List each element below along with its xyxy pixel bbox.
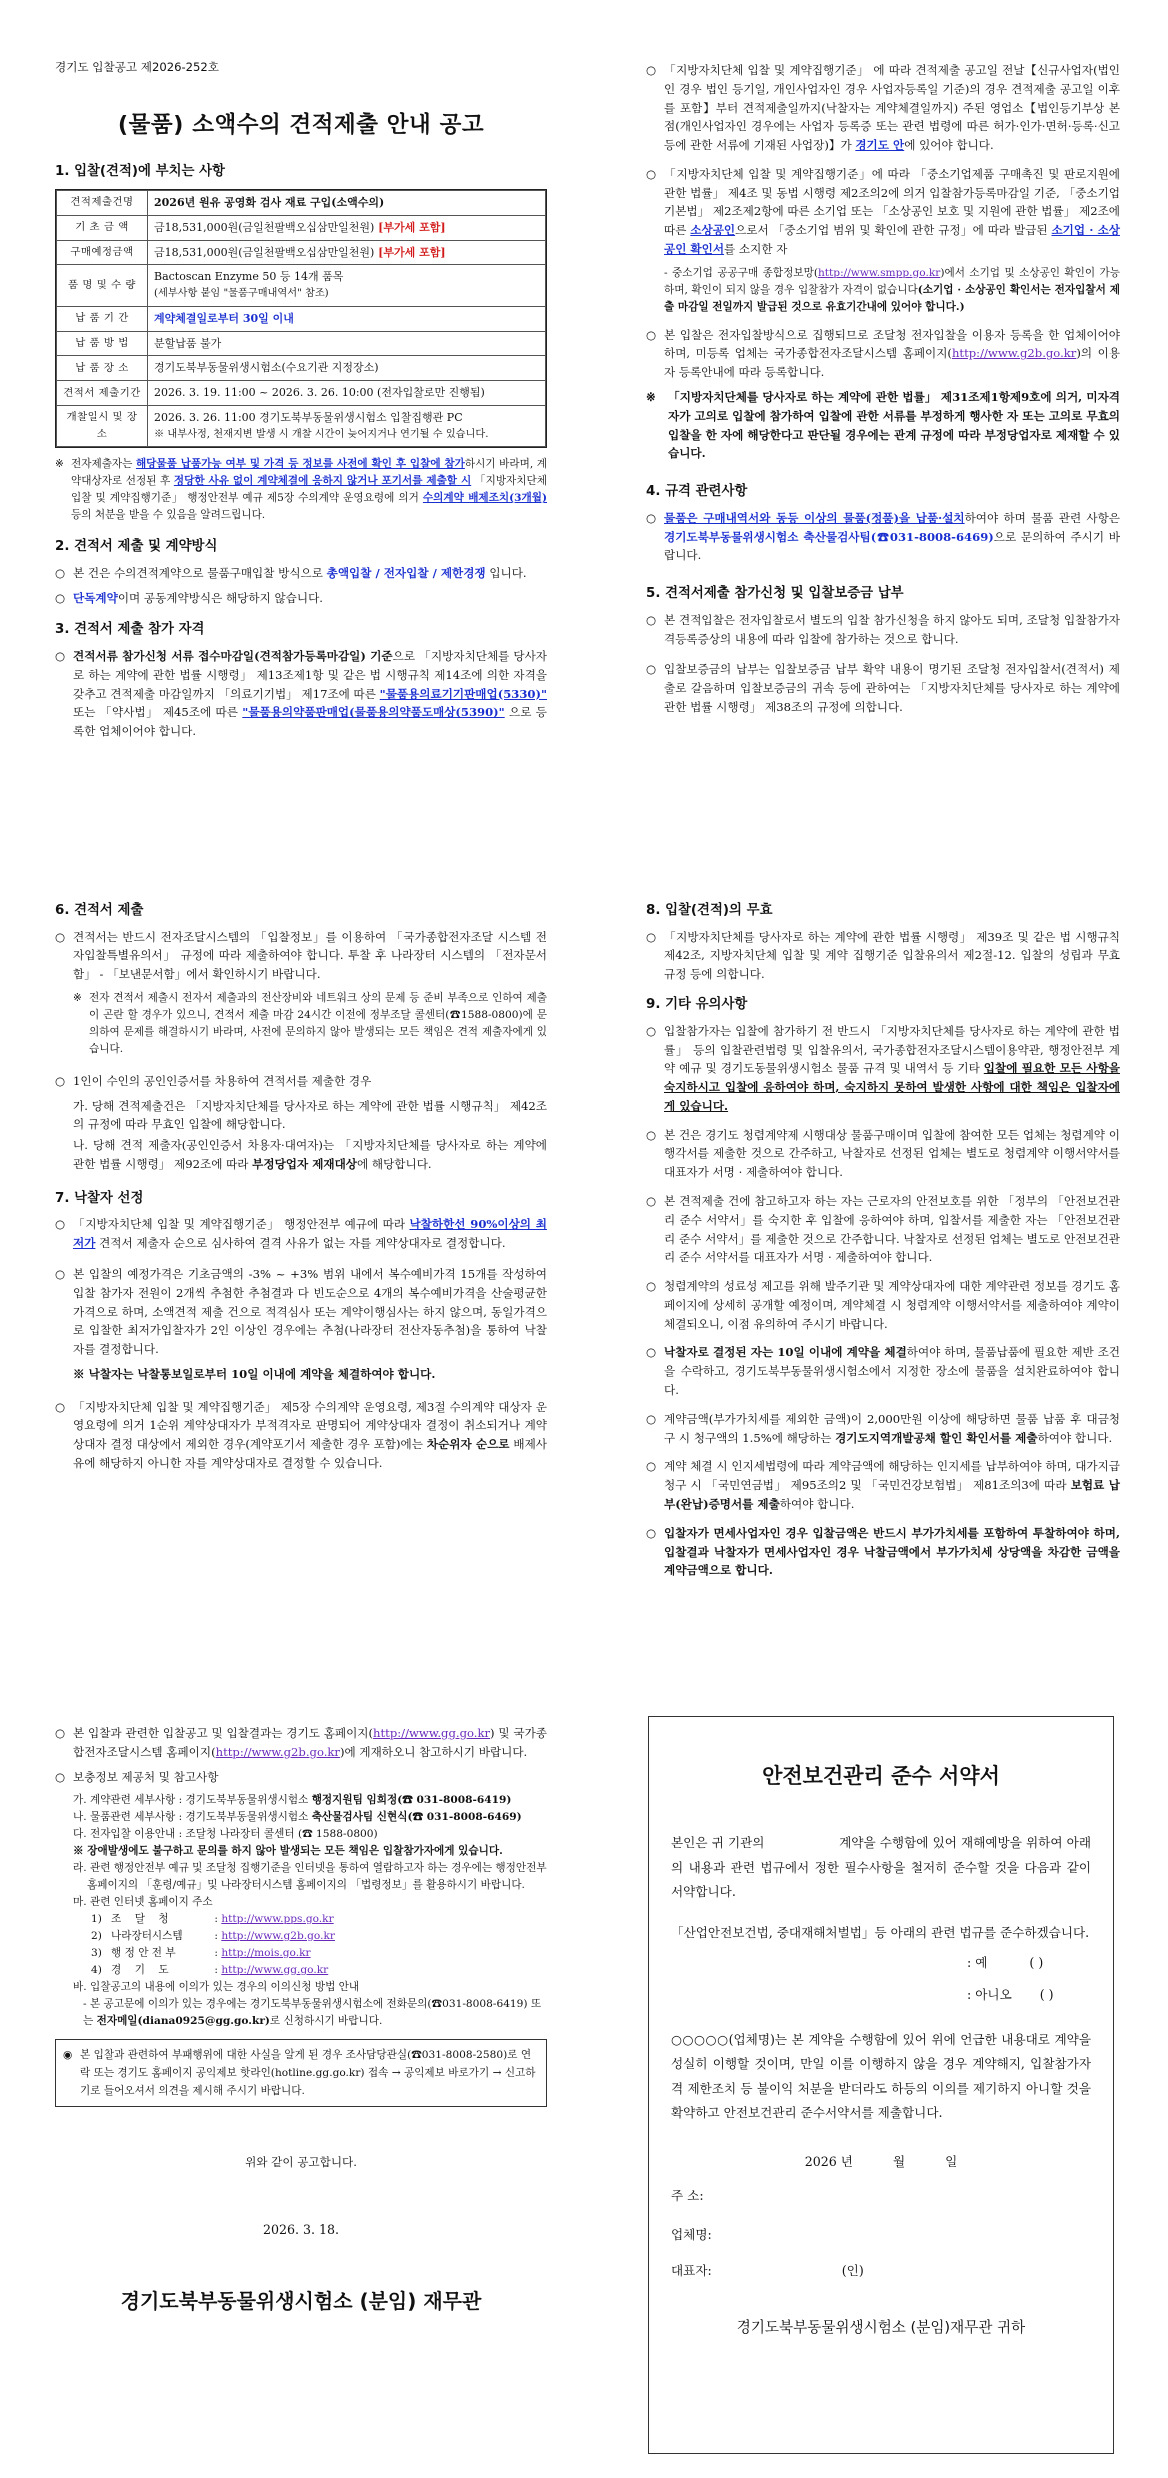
section-6-item-1: ○ 견적서는 반드시 전자조달시스템의 「입찰정보」를 이용하여 「국가종합전자조달 시스템 전자입찰특별유의서」 규정에 따라 제출하여야 합니다. 투찰 후 나라장터 시스템의 「전자문서함」 - 「보낸문서함」에서 확인하시기 바랍니다.: [55, 928, 547, 984]
overview-key: 개찰일시 및 장소: [57, 405, 148, 446]
section-9-item-6: ○ 계약금액(부가가치세를 제외한 금액)이 2,000만원 이상에 해당하면 물품 납품 후 대금청구 시 청구액의 1.5%에 해당하는 경기도지역개발공채 할인 확인서를 제출하여야 합니다.: [646, 1410, 1120, 1448]
overview-key: 납 품 장 소: [57, 356, 148, 381]
pledge-no: : 아니오 ( ): [967, 1987, 1054, 2003]
sites-list: [73, 1911, 547, 1979]
pledge-title: 안전보건관리 준수 서약서: [762, 1764, 1000, 1788]
section-6-heading: 6. 견적서 제출: [55, 903, 144, 918]
overview-value: 분할납품 불가: [148, 331, 546, 356]
overview-value: 금18,531,000원(금일천팔백오십삼만일천원) [부가세 포함]: [148, 240, 546, 265]
notice-panel-5: [55, 1718, 547, 2317]
section-1-note: ※ 전자제출자는 해당물품 납품가능 여부 및 가격 등 정보를 사전에 확인 후 입찰에 참가하시기 바라며, 계약대상자로 선정된 후 정당한 사유 없이 계약체결에 응하지 않거나 포기서를 제출할 시 「지방자치단체 입찰 및 계약집행기준」 행정안전부 예규 제5장 수의계약 운영요령에 의거 수의계약 배제조치(3개월) 등의 처분을 받을 수 있음을 알려드립니다.: [55, 456, 547, 524]
overview-row: [57, 405, 546, 446]
issuer-name: 경기도북부동물위생시험소 (분임) 재무관: [120, 2288, 482, 2313]
pledge-representative: 대표자: (인): [671, 2263, 864, 2279]
overview-key: 기 초 금 액: [57, 215, 148, 240]
pledge-statement: ○○○○○(업체명)는 본 계약을 수행함에 있어 위에 언급한 내용대로 계약을 성실히 이행할 것이며, 만일 이를 이행하지 않을 경우 계약해지, 입찰참가자격 제한조치 등 불이익 처분을 받더라도 하등의 이의를 제기하지 아니할 것을 확약하고 안전보건관리 준수서약서를 제출합니다.: [671, 2031, 1091, 2121]
g2b-link-2[interactable]: http://www.g2b.go.kr: [215, 1744, 340, 1759]
smpp-link[interactable]: http://www.smpp.go.kr: [817, 266, 941, 279]
section-6-item-2: ○ 1인이 수인의 공인인증서를 차용하여 견적서를 제출한 경우: [55, 1072, 547, 1091]
section-1-heading: 1. 입찰(견적)에 부치는 사항: [55, 164, 225, 180]
contact-ebid: 다. 전자입찰 이용안내 : 조달청 나라장터 콜센터 (☎ 1588-0800): [73, 1828, 378, 1841]
overview-row: [57, 331, 546, 356]
overview-row: [57, 381, 546, 406]
section-9-item-2: ○ 본 건은 경기도 청렴계약제 시행대상 물품구매이며 입찰에 참여한 모든 업체는 청렴계약 이행각서를 제출한 것으로 간주하고, 낙찰자로 선정된 업체는 별도로 청렴계약 이행서약서를 대표자가 서명 · 제출하여야 합니다.: [646, 1126, 1120, 1182]
site-item: 1) 조 달 청 : http://www.pps.go.kr: [91, 1912, 334, 1925]
section-3-item-1: ○ 견적서류 참가신청 서류 접수마감일(견적참가등록마감일) 기준으로 「지방자치단체를 당사자로 하는 계약에 관한 법률 시행령」 제13조제1항 및 같은 법 시행규칙 제14조에 의한 자격을 갖추고 견적제출 마감일까지 「의료기기법」 제17조에 따른 "물품용의료기기판매업(5330)" 또는 「약사법」 제45조에 따른 "물품용의약품판매업(물품용의약품도매상(5390)" 으로 등록한 업체이어야 합니다.: [55, 647, 547, 741]
notice-panel-3: [55, 888, 547, 1479]
section-6-item-2b: 나. 당해 견적 제출자(공인인증서 차용자·대여자)는 「지방자치단체를 당사자로 하는 계약에 관한 법률 시행령」 제92조에 따라 부정당업자 제재대상에 해당합니다.: [73, 1138, 547, 1171]
pledge-addressee: 경기도북부동물위생시험소 (분임)재무관 귀하: [736, 2318, 1026, 2336]
small-business-requirement: ○ 「지방자치단체 입찰 및 계약집행기준」에 따라 「중소기업제품 구매촉진 및 판로지원에 관한 법률」 제4조 및 동법 시행령 제2조의2에 의거 입찰참가등록마감일 기준, 「중소기업기본법」 제2조제2항에 따른 소기업 또는 「소상공인 보호 및 지원에 관한 법률」 제2조에 따른 소상공인으로서 「중소기업 범위 및 확인에 관한 규정」에 따라 발급된 소기업 · 소상공인 확인서를 소지한 자: [646, 165, 1120, 259]
overview-key: 견적서 제출기간: [57, 381, 148, 406]
notice-number: 경기도 입찰공고 제2026-252호: [55, 60, 219, 74]
notice-date: 2026. 3. 18.: [262, 2222, 340, 2238]
section-2-heading: 2. 견적서 제출 및 계약방식: [55, 539, 218, 555]
section-9-item-1: ○ 입찰참가자는 입찰에 참가하기 전 반드시 「지방자치단체를 당사자로 하는 계약에 관한 법률」 등의 입찰관련법령 및 입찰유의서, 국가종합전자조달시스템이용약관, 행정안전부 계약 예규 및 경기도동물위생시험소 물품 규격 및 내역서 등 기타 입찰에 필요한 모든 사항을 숙지하시고 입찰에 응하여야 하며, 숙지하지 못하여 발생한 사항에 대한 책임은 입찰자에게 있습니다.: [646, 1022, 1120, 1116]
section-4-item: ○ 물품은 구매내역서와 동등 이상의 물품(정품)을 납품·설치하여야 하며 물품 관련 사항은 경기도북부동물위생시험소 축산물검사팀(☎031-8008-6469)으로 문의하여 주시기 바랍니다.: [646, 509, 1120, 565]
contact-product: 나. 물품관련 세부사항 : 경기도북부동물위생시험소 축산물검사팀 신현식(☎ 031-8008-6469): [73, 1811, 522, 1824]
gg-link[interactable]: http://www.gg.go.kr: [373, 1726, 491, 1740]
objection-heading: 바. 입찰공고의 내용에 이의가 있는 경우의 이의신청 방법 안내: [73, 1980, 360, 1993]
section-7-item-1: ○ 「지방자치단체 입찰 및 계약집행기준」 행정안전부 예규에 따라 낙찰하한선 90%이상의 최저가 견적서 제출자 순으로 심사하여 결격 사유가 없는 자를 계약상대자로 결정합니다.: [55, 1215, 547, 1253]
section-9-item-4: ○ 청렴계약의 성료성 제고를 위해 발주기관 및 계약상대자에 대한 계약관련 정보를 경기도 홈페이지에 상세히 공개할 예정이며, 계약체결 시 청렴계약 이행서약서를 제출하여야 계약이 체결되오니, 이점 유의하여 주시기 바랍니다.: [646, 1277, 1120, 1333]
e-bidding-registration: ○ 본 입찰은 전자입찰방식으로 집행되므로 조달청 전자입찰을 이용자 등록을 한 업체이어야 하며, 미등록 업체는 국가종합전자조달시스템 홈페이지(http://www.g2b.go.kr)의 이용자 등록안내에 따라 등록합니다.: [646, 326, 1120, 382]
section-9-item-3: ○ 본 견적제출 건에 참고하고자 하는 자는 근로자의 안전보호를 위한 「정부의 「안전보건관리 준수 서약서」를 숙지한 후 입찰에 응하여야 하며, 입찰서를 제출한 자는 「안전보건관리 준수 서약서」를 제출한 것으로 간주합니다. 낙찰자로 선정된 업체는 별도로 안전보건관리 준수 서약서를 대표자가 서명 · 제출하여야 합니다.: [646, 1192, 1120, 1267]
regulation-note: 라. 관련 행정안전부 예규 및 조달청 집행기준을 인터넷을 통하여 열람하고자 하는 경우에는 행정안전부 홈페이지의 「훈령/예규」및 나라장터시스템 홈페이지의 「법령정보」를 활용하시기 바랍니다.: [73, 1862, 547, 1892]
section-6-note: ※ 전자 견적서 제출시 전자서 제출과의 전산장비와 네트워크 상의 문제 등 준비 부족으로 인하여 제출이 곤란 할 경우가 있으니, 견적서 제출 마감 24시간 이전에 정부조달 콜센터(☎1588-0800)에 문의하여 문제를 해결하시기 바라며, 사전에 문의하지 않아 발생되는 모든 책임은 견적 제출자에게 있습니다.: [73, 990, 547, 1058]
whistleblower-box: ◉ 본 입찰과 관련하여 부패행위에 대한 사실을 알게 된 경우 조사담당관실(☎031-8008-2580)로 연락 또는 경기도 홈페이지 공익제보 핫라인(hotline.gg.go.kr) 접속 → 공익제보 바로가기 → 신고하기로 들어오셔서 의견을 제시해 주시기 바랍니다.: [55, 2039, 547, 2107]
sites-heading: 마. 관련 인터넷 홈페이지 주소: [73, 1895, 213, 1908]
sanction-warning: ※ 「지방자치단체를 당사자로 하는 계약에 관한 법률」 제31조제1항제9호에 의거, 미자격자가 고의로 입찰에 참가하여 입찰에 관한 서류를 부정하게 행사한 자 또는 고의로 무효의 입찰을 한 자에 해당한다고 판단될 경우에는 관계 규정에 따라 부정당업자로 제재할 수 있습니다.: [646, 388, 1120, 463]
pledge-intro: 본인은 귀 기관의 계약을 수행함에 있어 재해예방을 위하여 아래의 내용과 관련 법규에서 정한 필수사항을 철저히 준수할 것을 다음과 같이 서약합니다.: [671, 1835, 1096, 1900]
g2b-link[interactable]: http://www.g2b.go.kr: [951, 346, 1077, 361]
safety-pledge-form: [648, 1716, 1114, 2454]
section-5-heading: 5. 견적서제출 참가신청 및 입찰보증금 납부: [646, 586, 904, 602]
pledge-law: 「산업안전보건법, 중대재해처벌법」등 아래의 관련 법규를 준수하겠습니다.: [671, 1924, 1090, 1940]
notice-panel-1: [55, 58, 547, 747]
section-7-item-2-note: ※ 낙찰자는 낙찰통보일로부터 10일 이내에 계약을 체결하여야 합니다.: [73, 1366, 436, 1381]
overview-value: 2026. 3. 26. 11:00 경기도북부동물위생시험소 입찰집행관 PC ※ 내부사정, 천재지변 발생 시 개찰 시간이 늦어지거나 연기될 수 있습니다.: [148, 405, 546, 446]
section-2-item-1: ○ 본 건은 수의견적계약으로 물품구매입찰 방식으로 총액입찰 / 전자입찰 / 제한경쟁 입니다.: [55, 564, 547, 583]
overview-table-frame: [55, 189, 547, 448]
site-item: 4) 경 기 도 : http://www.gg.go.kr: [91, 1963, 329, 1976]
overview-row: [57, 306, 546, 331]
overview-key: 견적제출건명: [57, 190, 148, 215]
overview-value: 2026년 원유 공영화 검사 재료 구입(소액수의): [148, 190, 546, 215]
overview-row: [57, 190, 546, 215]
section-8-item: ○ 「지방자치단체를 당사자로 하는 계약에 관한 법률 시행령」 제39조 및 같은 법 시행규칙 제42조, 지방자치단체 입찰 및 계약 집행기준 입찰유의서 제2절-12. 입찰의 성립과 무효 규정 등에 의합니다.: [646, 928, 1120, 984]
section-7-heading: 7. 낙찰자 선정: [55, 1190, 144, 1206]
site-link[interactable]: http://www.pps.go.kr: [221, 1912, 334, 1925]
small-business-check-note: - 중소기업 공공구매 종합정보망(http://www.smpp.go.kr)에서 소기업 및 소상공인 확인이 가능하며, 확인이 되지 않을 경우 입찰참가 자격이 없습니다(소기업 · 소상공인 확인서는 전자입찰서 제출 마감일 전일까지 발급된 것으로 유효기간내에 있어야 합니다.): [664, 266, 1120, 313]
overview-value: 계약체결일로부터 30일 이내: [148, 306, 546, 331]
overview-value: 2026. 3. 19. 11:00 ~ 2026. 3. 26. 10:00 (전자입찰로만 진행됨): [148, 381, 546, 406]
contact-warning: ※ 장애발생에도 불구하고 문의를 하지 않아 발생되는 모든 책임은 입찰참가자에게 있습니다.: [73, 1845, 503, 1858]
section-5-item-1: ○ 본 견적입찰은 전자입찰로서 별도의 입찰 참가신청을 하지 않아도 되며, 조달청 입찰참가자격등록증상의 내용에 따라 입찰에 참가하는 것으로 합니다.: [646, 611, 1120, 649]
contact-list: [55, 1792, 547, 2029]
site-item: 2) 나라장터시스템 : http://www.g2b.go.kr: [91, 1929, 335, 1942]
overview-value: 경기도북부동물위생시험소(수요기관 지정장소): [148, 356, 546, 381]
site-link[interactable]: http://www.gg.go.kr: [221, 1963, 329, 1976]
pledge-company: 업체명:: [671, 2226, 712, 2242]
section-2-item-2: ○ 단독계약이며 공동계약방식은 해당하지 않습니다.: [55, 589, 547, 608]
overview-value: Bactoscan Enzyme 50 등 14개 품목 (세부사항 붙임 "물품구매내역서" 참조): [148, 265, 546, 306]
site-link[interactable]: http://mois.go.kr: [221, 1946, 311, 1959]
closing-text: 위와 같이 공고합니다.: [245, 2155, 357, 2170]
pledge-date: 2026 년 월 일: [804, 2154, 958, 2170]
contact-contract: 가. 계약관련 세부사항 : 경기도북부동물위생시험소 행정지원팀 임희정(☎ 031-8008-6419): [73, 1794, 512, 1807]
section-6-item-2a: 가. 당해 견적제출건은 「지방자치단체를 당사자로 하는 계약에 관한 법률 시행규칙」 제42조의 규정에 따라 무효인 입찰에 해당합니다.: [73, 1098, 547, 1132]
notice-title: (물품) 소액수의 견적제출 안내 공고: [117, 111, 485, 138]
publication-notice: ○ 본 입찰과 관련한 입찰공고 및 입찰결과는 경기도 홈페이지(http://www.gg.go.kr) 및 국가종합전자조달시스템 홈페이지(http://www.g2b.go.kr)에 게재하오니 참고하시기 바랍니다.: [55, 1724, 547, 1762]
section-7-item-3: ○ 「지방자치단체 입찰 및 계약집행기준」 제5장 수의계약 운영요령, 제3절 수의계약 대상자 운영요령에 의거 1순위 계약상대자가 부적격자로 판명되어 계약상대자 결정이 취소되거나 계약상대자 결정 대상에서 제외한 경우(계약포기서 제출한 경우 포함)에는 차순위자 순으로 배제사유에 해당하지 아니한 자를 계약상대자로 결정할 수 있습니다.: [55, 1398, 547, 1473]
pledge-yes: : 예 ( ): [967, 1955, 1044, 1971]
seal-mark: (인): [841, 2263, 864, 2279]
overview-row: [57, 356, 546, 381]
overview-row: [57, 265, 546, 306]
objection-method: - 본 공고문에 이의가 있는 경우에는 경기도북부동물위생시험소에 전화문의(☎031-8008-6419) 또는 전자메일(diana0925@gg.go.kr)로 신청하시기 바랍니다.: [83, 1997, 542, 2027]
address-requirement: ○ 「지방자치단체 입찰 및 계약집행기준」 에 따라 견적제출 공고일 전날【신규사업자(법인인 경우 법인 등기일, 개인사업자인 경우 사업자등록일 기준)의 경우 견적제출 공고일 이후를 포함】부터 견적제출일까지(낙찰자는 계약체결일까지) 주된 영업소【법인등기부상 본점(개인사업자인 경우에는 사업자 등록증 또는 관련 법령에 따른 허가·인가·면허·등록·신고 등에 관한 서류에 기재된 사업장)】가 경기도 안에 있어야 합니다.: [646, 61, 1120, 155]
section-9-item-5: ○ 낙찰자로 결정된 자는 10일 이내에 계약을 체결하여야 하며, 물품납품에 필요한 제반 조건을 수락하고, 경기도북부동물위생시험소에서 지정한 장소에 물품을 설치완료하여야 합니다.: [646, 1343, 1120, 1399]
section-9-item-8: ○ 입찰자가 면세사업자인 경우 입찰금액은 반드시 부가가치세를 포함하여 투찰하여야 하며, 입찰결과 낙찰자가 면세사업자인 경우 낙찰금액에서 부가가치세 상당액을 차감한 금액을 계약금액으로 합니다.: [646, 1524, 1120, 1580]
site-link[interactable]: http://www.g2b.go.kr: [221, 1929, 335, 1942]
overview-key: 납 품 방 법: [57, 331, 148, 356]
overview-key: 납 품 기 간: [57, 306, 148, 331]
overview-table: [56, 190, 546, 447]
overview-key: 품 명 및 수 량: [57, 265, 148, 306]
section-9-heading: 9. 기타 유의사항: [646, 997, 748, 1013]
overview-row: [57, 240, 546, 265]
site-item: 3) 행 정 안 전 부 : http://mois.go.kr: [91, 1946, 311, 1959]
overview-value: 금18,531,000원(금일천팔백오십삼만일천원) [부가세 포함]: [148, 215, 546, 240]
notice-panel-2: [646, 55, 1120, 723]
overview-row: [57, 215, 546, 240]
notice-panel-4: [646, 888, 1120, 1586]
pledge-address: 주 소:: [671, 2188, 704, 2204]
section-3-heading: 3. 견적서 제출 참가 자격: [55, 622, 205, 638]
overview-key: 구매예정금액: [57, 240, 148, 265]
section-7-item-2: ○ 본 입찰의 예정가격은 기초금액의 -3% ~ +3% 범위 내에서 복수예비가격 15개를 작성하여 입찰 참가자 전원이 2개씩 추첨한 추첨결과 다 빈도순으로 4개의 복수예비가격을 산술평균한 가격으로 하며, 소액견적 제출 건으로 적격심사 또는 계약이행심사는 하지 않으며, 동일가격으로 입찰한 최저가입찰자가 2인 이상인 경우에는 추첨(나라장터 전산자동추첨)을 통하여 낙찰자를 결정합니다.: [55, 1265, 547, 1359]
section-5-item-2: ○ 입찰보증금의 납부는 입찰보증금 납부 확약 내용이 명기된 조달청 전자입찰서(견적서) 제출로 갈음하며 입찰보증금의 귀속 등에 관하여는 「지방자치단체를 당사자로 하는 계약에 관한 법률 시행령」 제38조의 규정에 의합니다.: [646, 660, 1120, 716]
section-4-heading: 4. 규격 관련사항: [646, 484, 748, 500]
contact-heading: ○ 보충정보 제공처 및 참고사항: [55, 1768, 547, 1787]
section-8-heading: 8. 입찰(견적)의 무효: [646, 903, 773, 918]
bullet-icon: ◉: [63, 2049, 73, 2062]
section-9-item-7: ○ 계약 체결 시 인지세법령에 따라 계약금액에 해당하는 인지세를 납부하여야 하며, 대가지급 청구 시 「국민연금법」 제95조의2 및 「국민건강보험법」 제81조의3에 따라 보험료 납부(완납)증명서를 제출하여야 합니다.: [646, 1457, 1120, 1513]
